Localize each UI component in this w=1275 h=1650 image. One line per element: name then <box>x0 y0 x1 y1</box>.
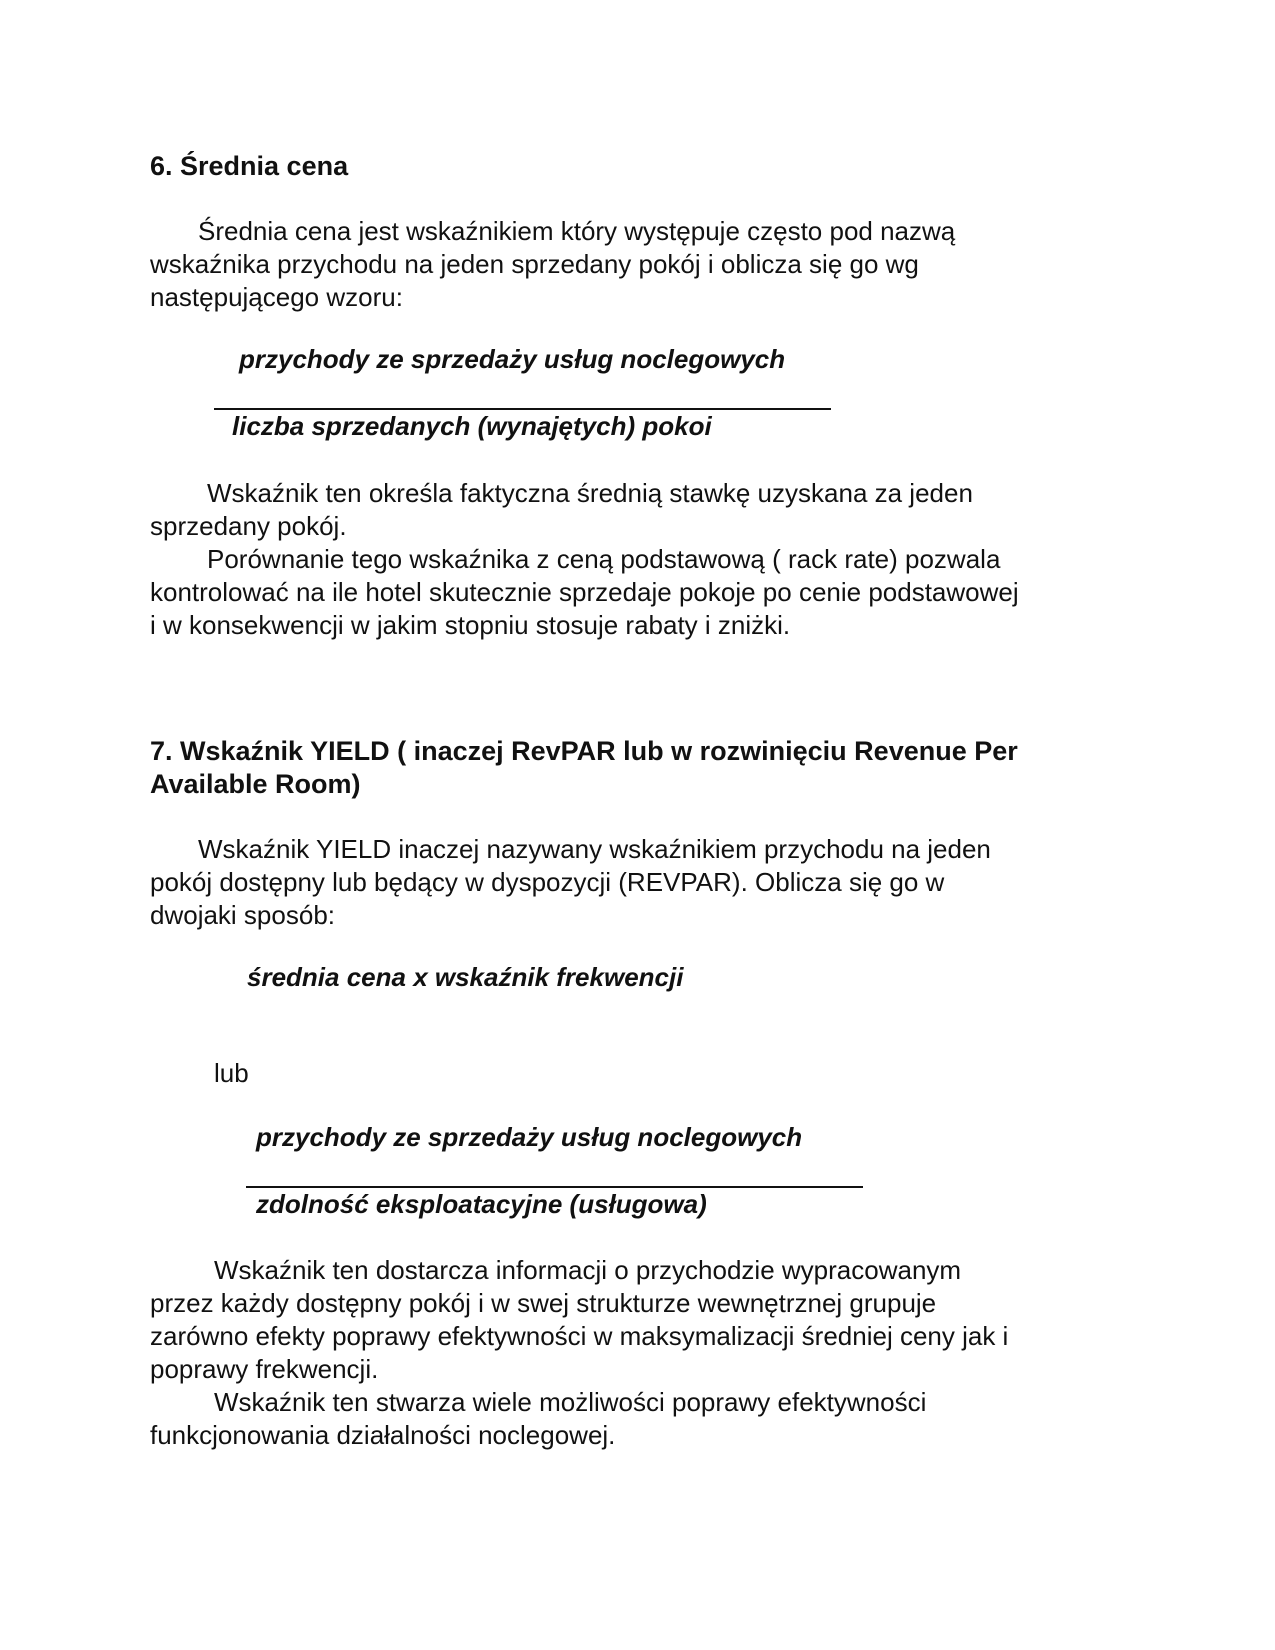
section-6-intro-line-2: wskaźnika przychodu na jeden sprzedany pokój i oblicza się go wg <box>150 249 919 279</box>
section-6-intro-line-1: Średnia cena jest wskaźnikiem który występuje często pod nazwą <box>198 216 956 246</box>
section-7-para-1-line-3: zarówno efekty poprawy efektywności w maksymalizacji średniej ceny jak i <box>150 1321 1009 1351</box>
section-7-or-label: lub <box>214 1058 249 1088</box>
section-6-intro-line-3: następującego wzoru: <box>150 282 403 312</box>
section-7-para-1-line-2: przez każdy dostępny pokój i w swej strukturze wewnętrznej grupuje <box>150 1288 937 1318</box>
section-6-para-1-line-2: sprzedany pokój. <box>150 511 347 541</box>
section-7-formula-1: średnia cena x wskaźnik frekwencji <box>247 962 684 992</box>
section-7-heading-line-1: 7. Wskaźnik YIELD ( inaczej RevPAR lub w rozwinięciu Revenue Per <box>150 736 1018 766</box>
section-7-formula-2-denominator: zdolność eksploatacyjne (usługowa) <box>256 1189 707 1219</box>
section-7-intro-line-1: Wskaźnik YIELD inaczej nazywany wskaźnikiem przychodu na jeden <box>198 834 991 864</box>
section-7-para-2-line-2: funkcjonowania działalności noclegowej. <box>150 1420 616 1450</box>
section-6-para-2-line-1: Porównanie tego wskaźnika z ceną podstawową ( rack rate) pozwala <box>207 544 1001 574</box>
section-7-para-1-line-4: poprawy frekwencji. <box>150 1354 379 1384</box>
section-7-para-1-line-1: Wskaźnik ten dostarcza informacji o przychodzie wypracowanym <box>214 1255 962 1285</box>
section-7-intro-line-2: pokój dostępny lub będący w dyspozycji (REVPAR). Oblicza się go w <box>150 867 945 897</box>
section-6-formula-denominator: liczba sprzedanych (wynajętych) pokoi <box>232 411 712 441</box>
section-6-para-2-line-3: i w konsekwencji w jakim stopniu stosuje rabaty i zniżki. <box>150 610 791 640</box>
section-6-heading: 6. Średnia cena <box>150 151 349 181</box>
section-7-heading-line-2: Available Room) <box>150 769 361 799</box>
section-6-para-2-line-2: kontrolować na ile hotel skutecznie sprzedaje pokoje po cenie podstawowej <box>150 577 1019 607</box>
section-7-intro-line-3: dwojaki sposób: <box>150 900 335 930</box>
section-6-formula-numerator: przychody ze sprzedaży usług noclegowych <box>239 344 786 374</box>
section-7-formula-2-numerator: przychody ze sprzedaży usług noclegowych <box>256 1122 803 1152</box>
section-6-para-1-line-1: Wskaźnik ten określa faktyczna średnią stawkę uzyskana za jeden <box>207 478 973 508</box>
section-7-para-2-line-1: Wskaźnik ten stwarza wiele możliwości poprawy efektywności <box>214 1387 927 1417</box>
